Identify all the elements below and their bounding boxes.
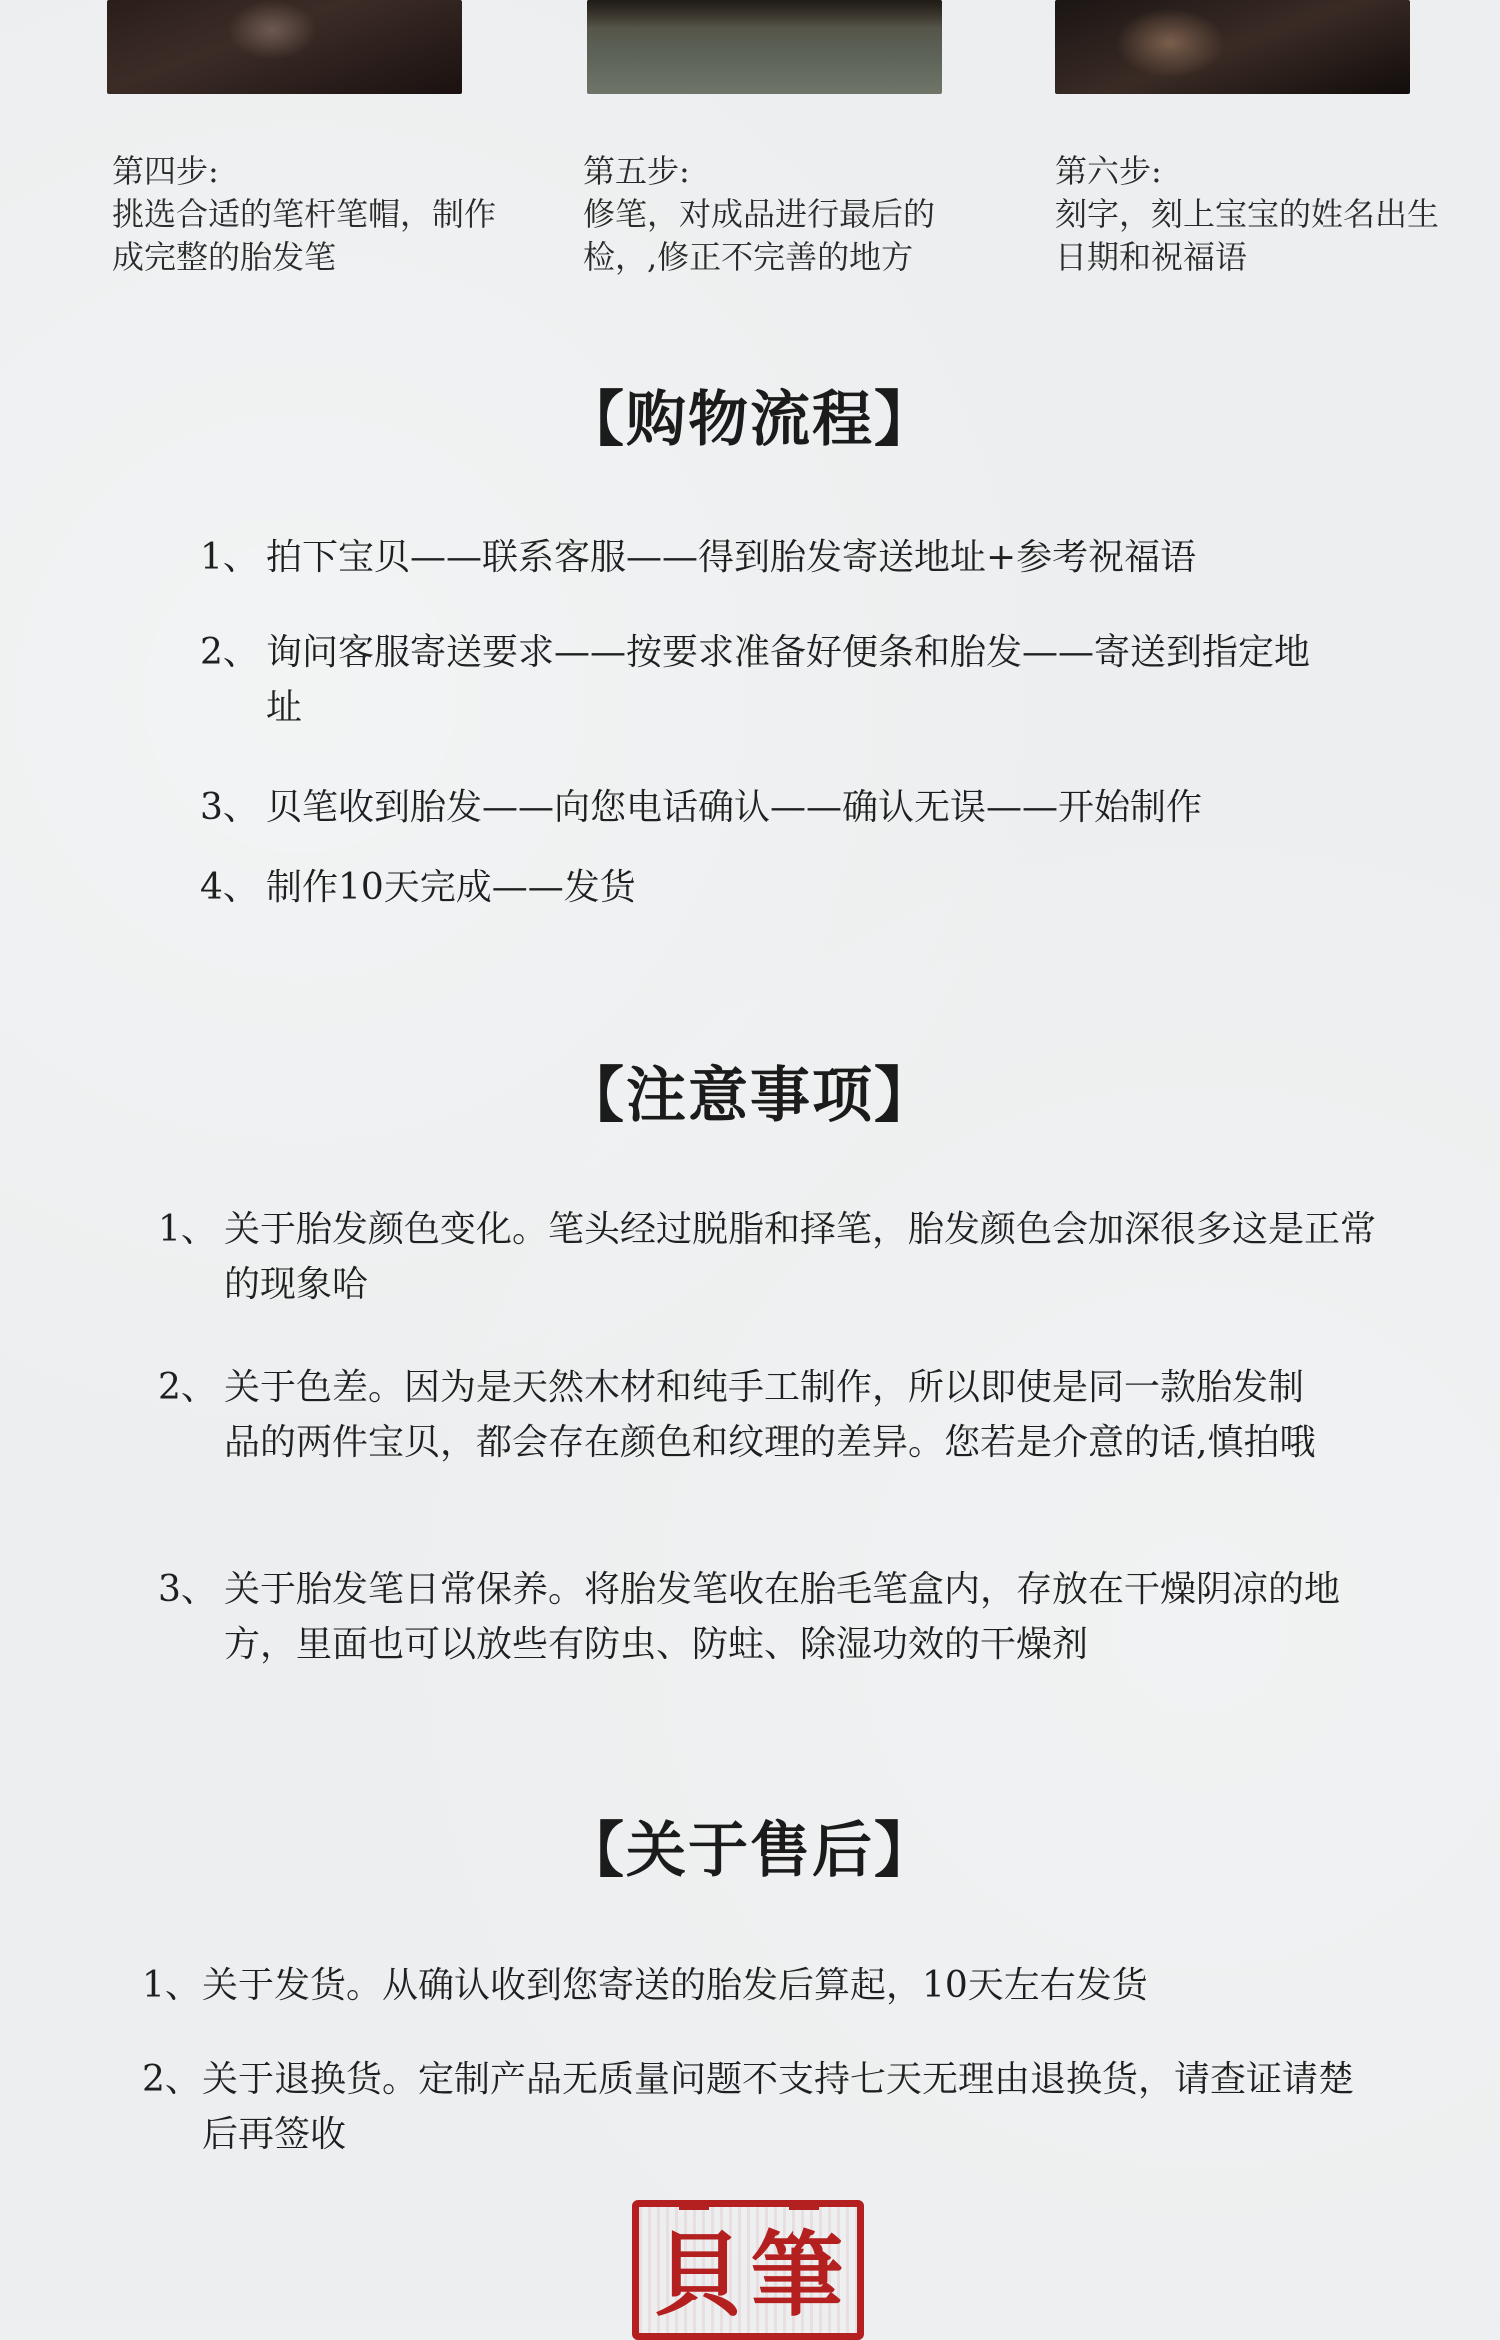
step-description: 刻字，刻上宝宝的姓名出生日期和祝福语 — [1055, 195, 1440, 276]
seal-character: 筆 — [751, 2221, 844, 2329]
step-title: 第六步: — [1055, 152, 1162, 190]
step-four-caption — [112, 150, 522, 279]
seal-character: 貝 — [653, 2221, 746, 2329]
after-sales-heading: 【关于售后】 — [564, 1816, 936, 1886]
list-item-text: 关于胎发笔日常保养。将胎发笔收在胎毛笔盒内，存放在干燥阴凉的地方，里面也可以放些有防虫、防蛀、除湿功效的干燥剂 — [224, 1569, 1341, 1665]
list-item-number: 2、 — [200, 632, 259, 673]
seal-decoration — [679, 2200, 709, 2210]
list-item-number: 4、 — [200, 867, 259, 908]
step-five-caption — [583, 150, 993, 279]
list-item-text: 关于胎发颜色变化。笔头经过脱脂和择笔，胎发颜色会加深很多这是正常的现象哈 — [224, 1209, 1377, 1305]
list-item-text: 询问客服寄送要求——按要求准备好便条和胎发——寄送到指定地址 — [266, 632, 1311, 728]
list-item-number: 2、 — [158, 1367, 217, 1408]
list-item — [158, 1562, 1378, 1672]
list-item — [158, 1202, 1378, 1312]
seal-logo — [632, 2200, 864, 2340]
list-item-text: 贝笔收到胎发——向您电话确认——确认无误——开始制作 — [266, 787, 1203, 828]
list-item — [200, 530, 1340, 585]
list-item-text: 拍下宝贝——联系客服——得到胎发寄送地址+参考祝福语 — [266, 537, 1197, 578]
shopping-process-heading: 【购物流程】 — [564, 385, 936, 455]
list-item — [158, 1360, 1338, 1470]
list-item-number: 3、 — [200, 787, 259, 828]
step-six-photo — [1055, 0, 1410, 94]
list-item-number: 1、 — [158, 1209, 217, 1250]
list-item — [142, 2052, 1362, 2162]
step-title: 第四步: — [112, 152, 219, 190]
list-item-text: 制作10天完成——发货 — [266, 867, 636, 908]
list-item — [200, 860, 1340, 915]
step-five-photo — [587, 0, 942, 94]
list-item-number: 3、 — [158, 1569, 217, 1610]
step-title: 第五步: — [583, 152, 690, 190]
step-description: 挑选合适的笔杆笔帽，制作成完整的胎发笔 — [112, 195, 497, 276]
step-description: 修笔，对成品进行最后的检，,修正不完善的地方 — [583, 195, 936, 276]
notes-heading: 【注意事项】 — [564, 1061, 936, 1131]
list-item — [142, 1958, 1382, 2013]
list-item-text: 关于发货。从确认收到您寄送的胎发后算起，10天左右发货 — [202, 1965, 1148, 2006]
step-six-caption — [1055, 150, 1465, 279]
step-four-photo — [107, 0, 462, 94]
seal-decoration — [789, 2200, 819, 2210]
list-item-number: 1、 — [142, 1965, 201, 2006]
list-item-number: 2、 — [142, 2059, 201, 2100]
list-item-text: 关于退换货。定制产品无质量问题不支持七天无理由退换货，请查证请楚后再签收 — [202, 2059, 1355, 2155]
list-item-number: 1、 — [200, 537, 259, 578]
list-item — [200, 780, 1340, 835]
list-item — [200, 625, 1340, 735]
list-item-text: 关于色差。因为是天然木材和纯手工制作，所以即使是同一款胎发制品的两件宝贝，都会存在颜色和纹理的差异。您若是介意的话,慎拍哦 — [224, 1367, 1316, 1463]
